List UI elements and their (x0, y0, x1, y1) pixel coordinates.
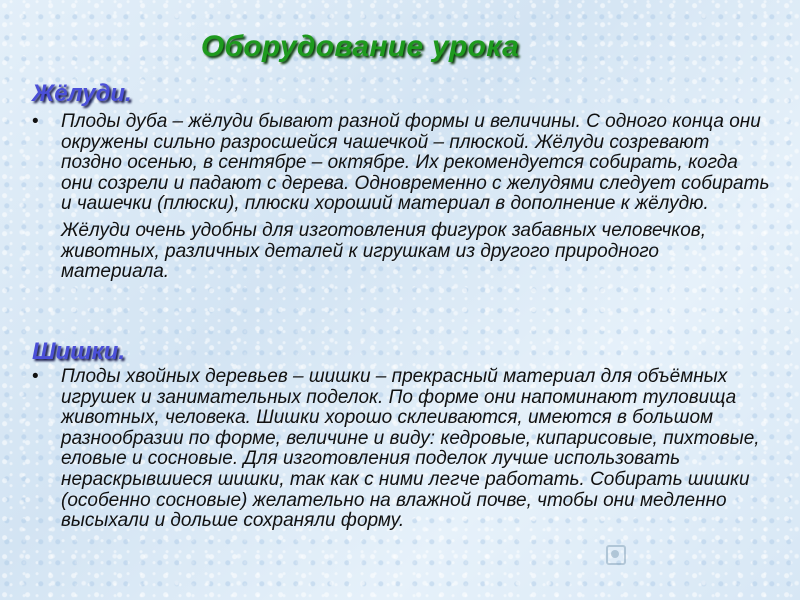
section-body-acorns (32, 112, 772, 283)
section-body-cones (32, 367, 772, 532)
bullet-icon: • (32, 111, 39, 132)
paragraph-acorns-1: Плоды дуба – жёлуди бывают разной формы и величины. С одного конца они окружены сильно разросшейся чашечкой – плюской. Жёлуди созревают поздно осенью, в сентябре – октябре. Их рекомендуется собирать, когда они созрели и падают с дерева. Одновременно с желудями следует собирать и чашечки (плюски), плюски хороший материал в дополнение к жёлудю. (61, 111, 770, 215)
bullet-icon: • (32, 366, 39, 387)
paragraph-cones-1: Плоды хвойных деревьев – шишки – прекрасный материал для объёмных игрушек и занимательных поделок. По форме они напоминают туловища животных, человека. Шишки хорошо склеиваются, имеются в большом разнообразии по форме, величине и виду: кедровые, кипарисовые, пихтовые, еловые и сосновые. Для изготовления поделок лучше использовать нераскрывшиеся шишки, так как с ними легче работать. Собирать шишки (особенно сосновые) желательно на влажной почве, чтобы они медленно высыхали и дольше сохраняли форму. (61, 366, 760, 532)
watermark-icon (606, 545, 626, 565)
bullet-item (32, 112, 772, 215)
slide-title: Оборудование урока (200, 30, 520, 63)
paragraph-acorns-2: Жёлуди очень удобны для изготовления фигурок забавных человечков, животных, различных деталей к игрушкам из другого природного материала. (61, 219, 707, 283)
bullet-item (32, 367, 772, 532)
section-heading-acorns: Жёлуди. (32, 80, 132, 107)
watermark-logo (606, 544, 756, 566)
section-heading-cones: Шишки. (32, 338, 125, 365)
